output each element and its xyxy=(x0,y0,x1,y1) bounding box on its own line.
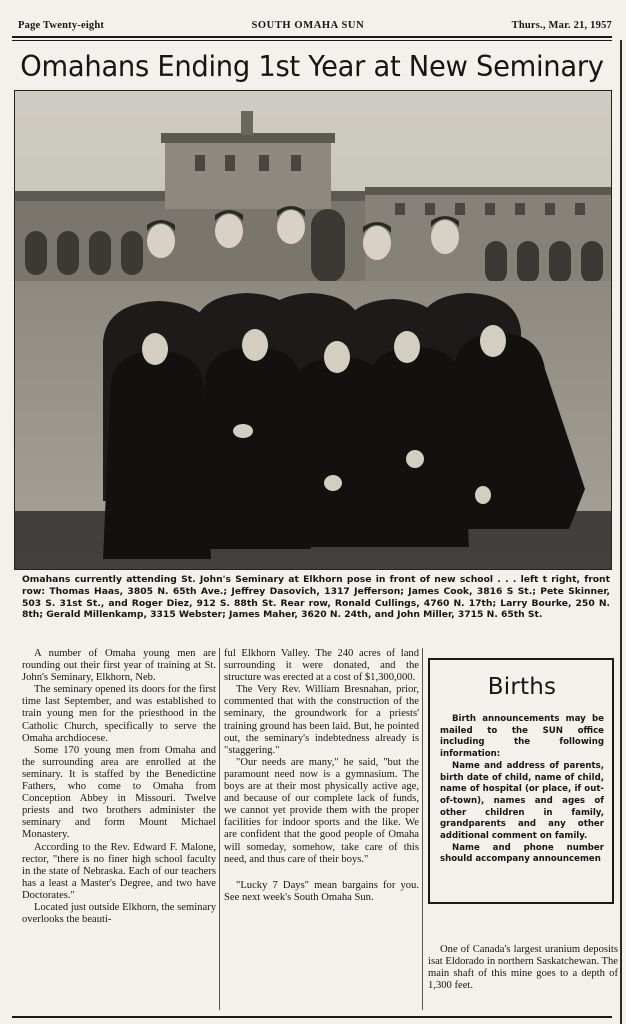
bottom-rule xyxy=(12,1016,612,1018)
births-title: Births xyxy=(487,674,557,700)
article-paragraph: "Our needs are many," he said, "but the paramount need now is a gymnasium. The boys are at their most physically active age, and because of our complete lack of funds, we cannot yet provide them with the proper facilities for indoor sports and the like. We are confident that the good people of Omaha will someday, somehow, take care of this need, and thus care of their boys." xyxy=(224,756,419,865)
article-column-2 xyxy=(224,648,419,904)
article-column-1 xyxy=(22,648,216,926)
seminary-photo-illustration xyxy=(15,91,611,569)
births-paragraph: Birth announcements may be mailed to the SUN office including the following information: xyxy=(440,714,604,760)
page-number: Page Twenty-eight xyxy=(18,19,105,31)
article-paragraph: The seminary opened its doors for the first time last September, and was established to train young men for the priesthood in the Catholic Church, specifically to serve the Omaha archdiocese. xyxy=(22,684,216,744)
folio-line xyxy=(18,14,612,36)
newspaper-name: SOUTH OMAHA SUN xyxy=(251,19,365,31)
article-paragraph: The Very Rev. William Bresnahan, prior, commented that with the construction of the seminary, the groundwork for a priests' training ground has been laid. But, he pointed out, the seminary's indebtedness already is "staggering." xyxy=(224,684,419,756)
filler-item xyxy=(428,944,618,992)
headline: Omahans Ending 1st Year at New Seminary xyxy=(20,49,604,83)
column-divider xyxy=(219,648,220,1010)
page-edge xyxy=(620,40,622,1024)
article-paragraph: According to the Rev. Edward F. Malone, rector, "there is no finer high school faculty in the state of Nebraska. Each of our teachers has a least a Master's Degree, and two have Doctorates." xyxy=(22,841,216,901)
article-paragraph: Some 170 young men from Omaha and the surrounding area are enrolled at the seminary. It is staffed by the Benedictine Fathers, who come to Omaha from Conception Abbey in Missouri. Twelve priests and two brothers administer the seminary and form Mount Michael Monastery. xyxy=(22,744,216,841)
births-paragraph: Name and address of parents, birth date of child, name of child, name of hospital (or place, if out-of-town), names and ages of other children in family, grandparents and any other additional comment on family. xyxy=(440,760,604,842)
photo-caption: Omahans currently attending St. John's Seminary at Elkhorn pose in front of new school . . . left t right, front row: Thomas Haas, 3805 N. 65th Ave.; Jeffrey Dasovich, 1317 Jefferson; James Cook, 3816 S St.; Pete Skinner, 503 S. 31st St., and Roger Diez, 912 S. 88th St. Rear row, Ronald Cullings, 4760 N. 17th; Larry Bourke, 250 N. 8th; Gerald Millenkamp, 3315 Webster; James Maher, 3620 N. 24th, and John Miller, 3715 N. 65th St. xyxy=(22,574,610,621)
article-paragraph: ful Elkhorn Valley. The 240 acres of land surrounding it were donated, and the structure was erected at a cost of $1,300,000. xyxy=(224,648,419,684)
group-photo xyxy=(14,90,612,570)
promo-paragraph: "Lucky 7 Days" mean bargains for you. See next week's South Omaha Sun. xyxy=(224,879,419,903)
births-box xyxy=(428,658,614,904)
column-divider xyxy=(422,648,423,1010)
filler-paragraph: One of Canada's largest uranium deposits isat Eldorado in northern Saskatchewan. The main shaft of this mine goes to a depth of 1,300 feet. xyxy=(428,944,618,992)
article-paragraph: Located just outside Elkhorn, the seminary overlooks the beauti- xyxy=(22,901,216,926)
article-paragraph: A number of Omaha young men are rounding out their first year of training at St. John's Seminary, Elkhorn, Neb. xyxy=(22,648,216,684)
top-rule xyxy=(12,36,612,38)
births-paragraph: Name and phone number should accompany announcemen xyxy=(440,842,604,865)
top-rule-thin xyxy=(12,40,612,41)
issue-date: Thurs., Mar. 21, 1957 xyxy=(511,19,612,31)
